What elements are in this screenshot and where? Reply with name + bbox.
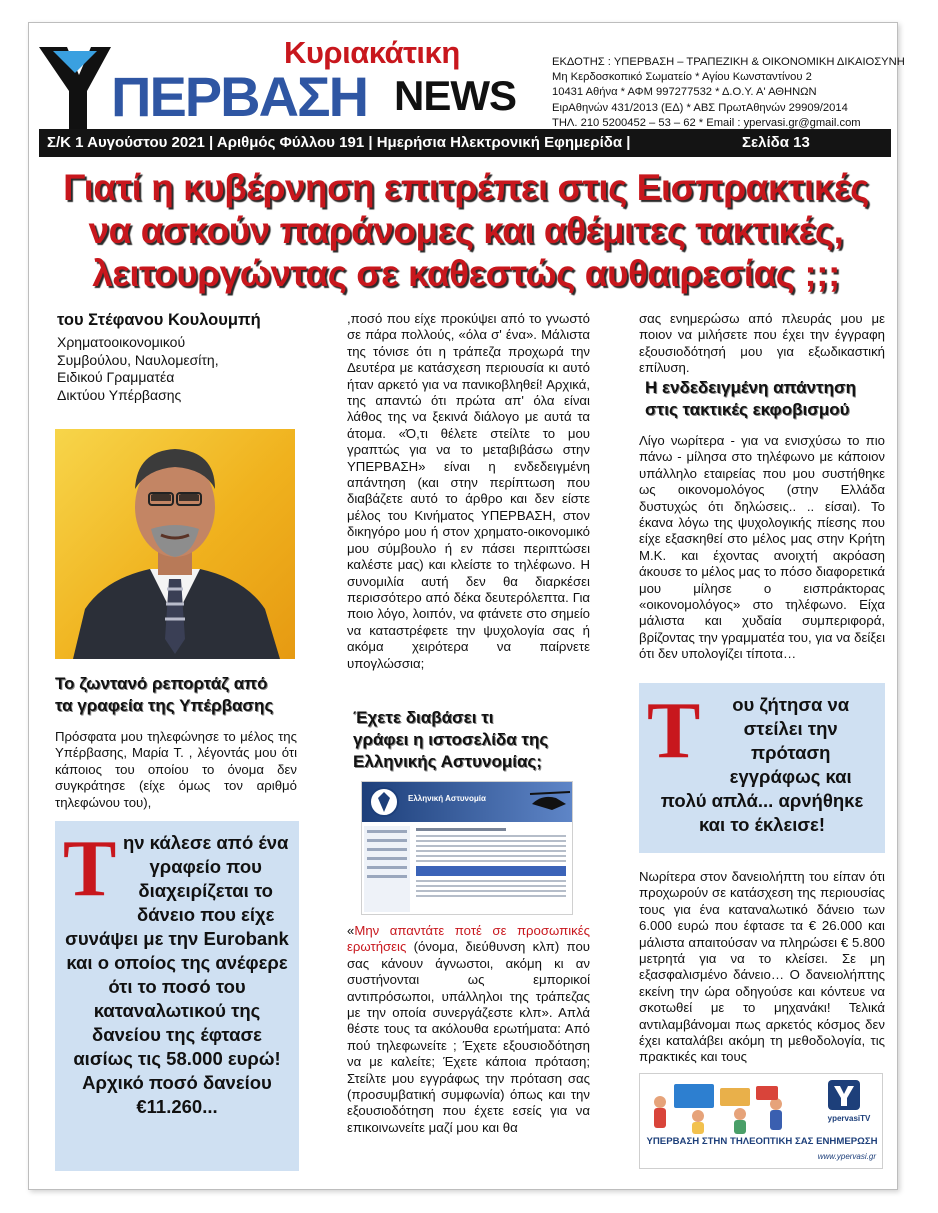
paragraph-quote: [347, 923, 590, 1136]
publisher-line: ΕΚΔΟΤΗΣ : ΥΠΕΡΒΑΣΗ – ΤΡΑΠΕΖΙΚΗ & ΟΙΚΟΝΟΜΙΚΗ ΔΙΚΑΙΟΣΥΝΗ: [552, 56, 905, 68]
paragraph-continued: (όνομα, διεύθυνση κλπ) που σας κάνουν άγνωστοι, ακόμη κι αν συστήνονται ως εμπορικοί αντιπρόσωποι, υπάλληλοι της τράπεζας με την οποία συνεργάζεστε κλπ». Απλά θέστε τους τα ακόλουθα ερωτήματα: Από πού τηλεφωνείτε ; Έχετε εξουσιοδότηση να με καλείτε; Έχετε κάποια πρόταση; Στείλτε μου εγγράφως την πρόταση σας (προσυμβατική συμφωνία) όπως και την εξουσιοδότηση που έχετε εσείς για να επικοινωνείτε μαζί μου και θα: [347, 939, 590, 1135]
quote-mark: «: [347, 923, 355, 938]
headline-line: Γιατί η κυβέρνηση επιτρέπει στις Εισπρακτικές: [63, 167, 869, 208]
callout-text: ου ζήτησα να στείλει την πρόταση εγγράφως και πολύ απλά... αρνήθηκε και το έκλεισε!: [660, 694, 864, 835]
column-3: [639, 311, 885, 1161]
publisher-line: Μη Κερδοσκοπικό Σωματείο * Αγίου Κωνσταντίνου 2: [552, 71, 812, 84]
subhead-line: στις τακτικές εκφοβισμού: [645, 400, 850, 419]
publisher-info: [552, 55, 905, 131]
paragraph: ,ποσό που είχε προκύψει από το γνωστό σε πάρα πολλούς, «όλα σ' ένα». Μάλιστα της τόνισε ότι η τράπεζα προχωρά την Δευτέρα με κατάσχεση περιουσία κι αυτό ήταν αρκετό για να πανικοβληθεί! Αρχικά, της απαντώ ότι πρώτα απ' όλα είναι λάθος της να ξεκινά διάλογο με αυτά τα άτομα. «Ό,τι θέλετε στείλτε το μου γραπτώς για να το μεταβιβάσω στην ΥΠΕΡΒΑΣΗ» είναι η ενδεδειγμένη απάντηση (και στην περίπτωση που διαβάζετε αυτό το άρθρο και δεν είστε μέλος του Κινήματος ΥΠΕΡΒΑΣΗ, στον δικηγόρο μου ή στον χρηματο-οικονομικό μου σύμβουλο ή εν πάσει περιπτώσει καλέστε μας) και κλείστε το τηλέφωνο. Η συνομιλία αυτή δεν θα διαρκέσει περισσότερο από δέκα δευτερόλεπτα. Για ποιο λόγο, λοιπόν, να φτάνετε στο σημείο να καταστρέφετε την ψυχολογία σας ή ακόμα χειρότερα να παίρνετε υπογλώσσια;: [347, 311, 590, 671]
brand-top: Κυριακάτικη: [284, 35, 460, 70]
masthead: [39, 35, 516, 139]
promo-caption: ΥΠΕΡΒΑΣΗ ΣΤΗΝ ΤΗΛΕΟΠΤΙΚΗ ΣΑΣ ΕΝΗΜΕΡΩΣΗ: [646, 1136, 878, 1147]
ypervasi-tv-banner[interactable]: [639, 1073, 883, 1169]
page-number: Σελίδα 13: [742, 134, 810, 151]
brand-main: ΠΕΡΒΑΣΗ: [111, 65, 368, 128]
police-website-screenshot: [361, 781, 573, 915]
subhead-live-report: [55, 673, 273, 717]
promo-url[interactable]: www.ypervasi.gr: [817, 1152, 876, 1161]
author-title-line: Συμβούλου, Ναυλομεσίτη,: [57, 351, 219, 368]
intro-paragraph: Πρόσφατα μου τηλεφώνησε το μέλος της Υπέρβασης, Μαρία Τ. , λέγοντάς μου ότι κάποιος του οποίου το όνομα δεν συγκράτησε (είχε όμως τον αριθμό τηλεφώνου του),: [55, 729, 297, 810]
callout-box: [639, 683, 885, 853]
callout-box: [55, 821, 299, 1171]
issue-info: Σ/Κ 1 Αυγούστου 2021 | Αριθμός Φύλλου 191 | Ημερήσια Ηλεκτρονική Εφημερίδα |: [47, 134, 631, 151]
drop-cap: Τ: [63, 825, 117, 913]
publisher-line: ΕιρΑθηνών 431/2013 (ΕΔ) * ΑΒΣ ΠρωτΑθηνών 29909/2014: [552, 101, 848, 114]
police-emblem-icon: [368, 786, 400, 818]
site-title: Ελληνική Αστυνομία: [408, 794, 486, 803]
author-title: [57, 334, 301, 404]
tv-team-illustration-icon: [644, 1080, 804, 1134]
headline-line: να ασκούν παράνομες και αθέμιτες τακτικές,: [88, 210, 844, 251]
subhead-police-site: [353, 707, 548, 773]
brand-news: NEWS: [394, 72, 516, 119]
subhead-line: Η ενδεδειγμένη απάντηση: [645, 378, 856, 397]
promo-logo-text: ypervasiTV: [827, 1114, 871, 1123]
drop-cap: Τ: [647, 687, 701, 775]
ypervasi-tv-logo-icon: [826, 1078, 862, 1112]
publisher-line: ΤΗΛ. 210 5200452 – 53 – 62 * Email : ypervasi.gr@gmail.com: [552, 116, 861, 129]
subhead-line: τα γραφεία της Υπέρβασης: [55, 696, 274, 715]
headline-line: λειτουργώντας σε καθεστώς αυθαιρεσίας ;;;: [92, 253, 840, 294]
byline: του Στέφανου Κουλουμπή: [57, 311, 261, 329]
subhead-line: Το ζωντανό ρεπορτάζ από: [55, 674, 268, 693]
site-sidebar: [364, 826, 410, 912]
paragraph: Νωρίτερα στον δανειολήπτη του είπαν ότι προχωρούν σε κατάσχεση της περιουσίας τους για ένα καταναλωτικό δάνειο των 6.000 ευρώ που έφτασε τα € 26.000 και μάλιστα απαιτούσαν να πληρώσει € 5.800 μετρητά για να το κλείσει. Σε μη εξασφαλισμένο δάνειο… Ο δανειολήπτης εκείνη την ώρα οδηγούσε και κόντευε να σκοτωθεί με το μηχανάκι! Τελικά αντιλαμβάνομαι πως αρκετός κόσμος δεν έχει καταλάβει ακόμη τη μεθοδολογία, τις πρακτικές και τους: [639, 869, 885, 1065]
subhead-line: Ελληνικής Αστυνομίας;: [353, 752, 542, 771]
subhead-line: γράφει η ιστοσελίδα της: [353, 730, 549, 749]
subhead-line: Έχετε διαβάσει τι: [353, 708, 494, 727]
publisher-line: 10431 Αθήνα * ΑΦΜ 997277532 * Δ.Ο.Υ. Α' ΑΘΗΝΩΝ: [552, 86, 817, 99]
newspaper-page: [28, 22, 905, 1190]
logo-y-icon: [39, 45, 111, 137]
author-portrait-icon: [55, 429, 295, 659]
headline: [45, 166, 887, 295]
issue-bar: [39, 129, 891, 157]
paragraph: σας ενημερώσω από πλευράς μου με ποιον να μιλήσετε που έχει την έγγραφη εξουσιοδότησή μου για εξωδικαστική επίλυση.: [639, 311, 885, 376]
quote-highlight: Μην απαντάτε ποτέ σε προσωπικές ερωτήσεις: [347, 923, 590, 955]
author-title-line: Χρηματοοικονομικού: [57, 334, 186, 350]
author-title-line: Δικτύου Υπέρβασης: [57, 386, 182, 403]
column-2: [347, 311, 590, 1135]
author-photo: [55, 429, 295, 659]
helicopter-icon: [522, 782, 573, 822]
callout-text: ην κάλεσε από ένα γραφείο που διαχειρίζεται το δάνειο που είχε συνάψει με την Eurobank και ο οποίος της ανέφερε ότι το ποσό του καταναλωτικού της δανείου της έφτασε αισίως τις 58.000 ευρώ! Αρχικό ποσό δανείου €11.260...: [65, 832, 289, 1117]
paragraph: Λίγο νωρίτερα - για να ενισχύσω το πιο πάνω - μίλησα στο τηλέφωνο με κάποιον υπάλληλο εταιρείας που μου συστήθηκε ως οικονομολόγος (στην Ελλάδα δυστυχώς ότι δηλώσεις.. .. είσαι). Το έκανα λόγω της ψυχολογικής πίεσης που είχε εξασκηθεί στο μέλος μας στην Κρήτη Μ.Κ. και έχοντας ανοιχτή ακρόαση άκουσε το μέλος μας το πόσο διαφορετικά μου μίλησε ο εισπράκτορας «οικονομολόγος» στο τηλέφωνο. Είχα μάλιστα και χυδαία συμπεριφορά, βρίζοντας την γραμματέα του, για να δείξει ότι δεν υπολογίζει τίποτα…: [639, 433, 885, 662]
site-content: [416, 828, 566, 900]
column-1: [55, 311, 301, 1117]
author-title-line: Ειδικού Γραμματέα: [57, 369, 175, 385]
subhead-intimidation: [645, 377, 856, 421]
